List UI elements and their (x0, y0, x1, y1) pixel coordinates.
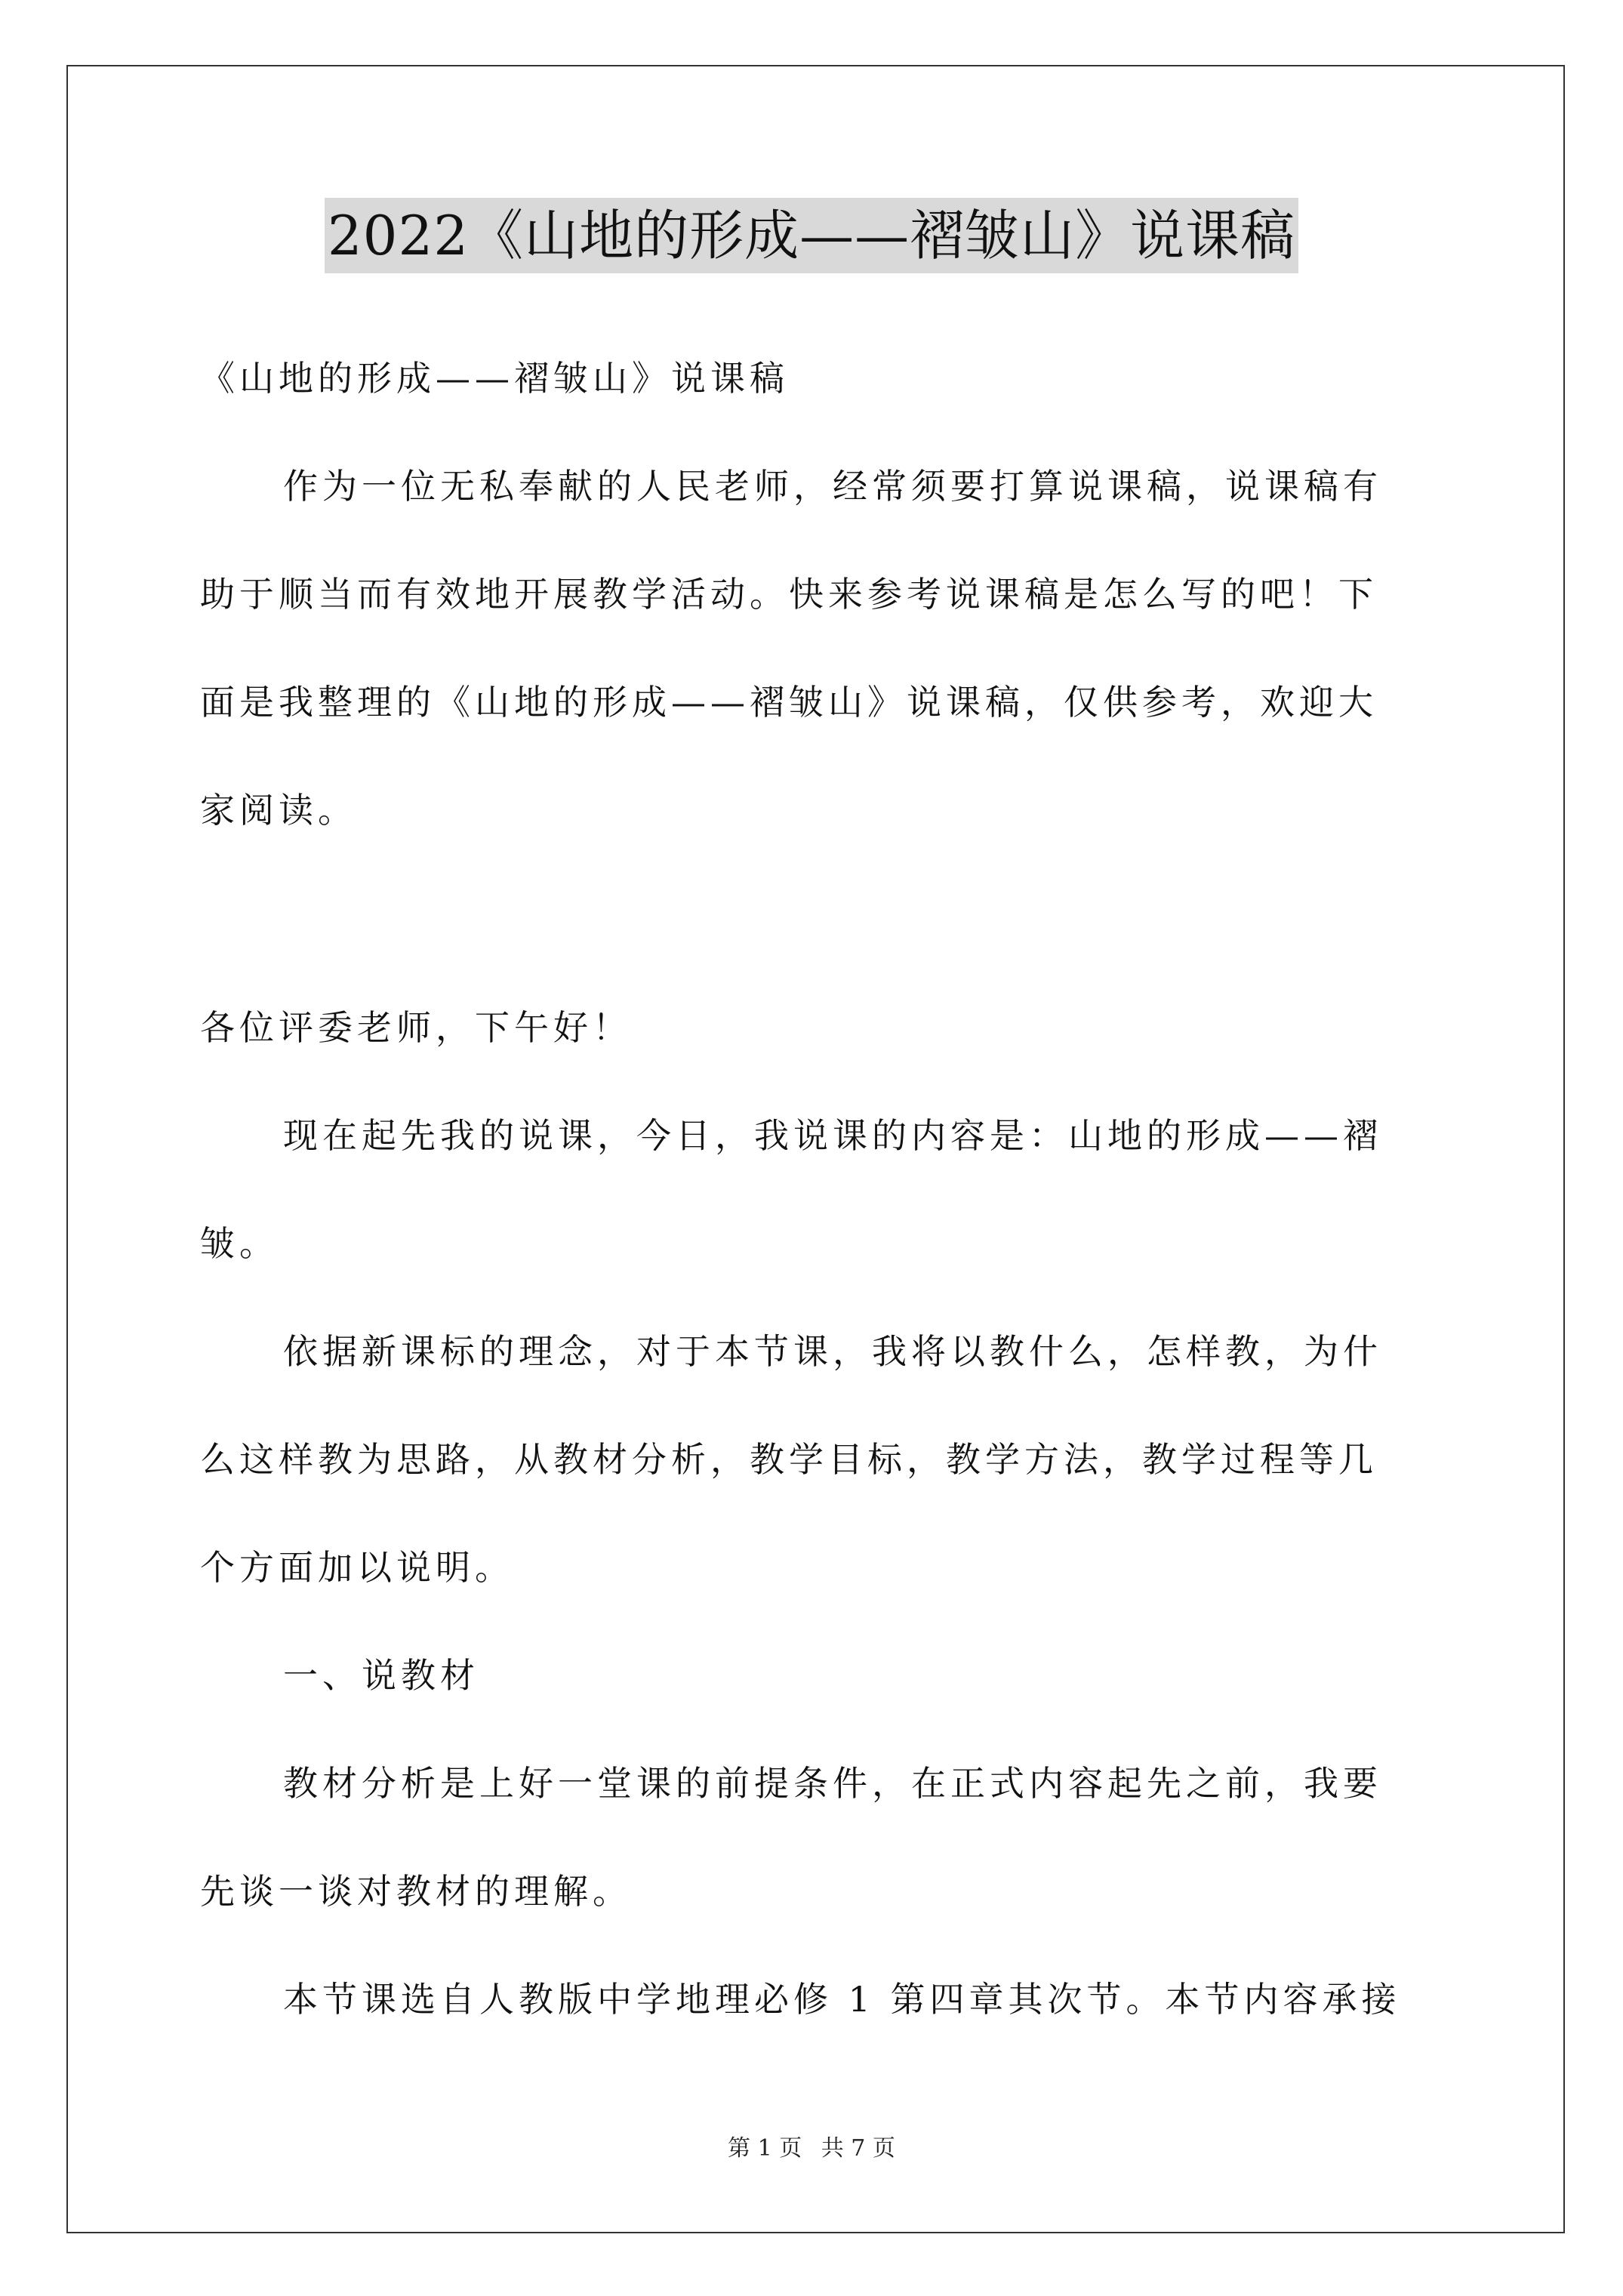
page-footer (0, 2129, 1623, 2162)
document-title: 2022《山地的形成——褶皱山》说课稿 (325, 198, 1298, 273)
subtitle-paragraph (200, 325, 1431, 433)
greeting-paragraph (200, 974, 1431, 1082)
paragraph-line: 《山地的形成——褶皱山》说课稿 (200, 358, 789, 399)
section-heading (200, 1622, 1431, 1730)
paragraph-line: 先谈一谈对教材的理解。 (200, 1871, 632, 1912)
page-total: 共 7 页 (821, 2135, 895, 2162)
topic-paragraph (200, 1082, 1431, 1298)
paragraph-line: 皱。 (200, 1223, 279, 1264)
paragraph-line: 各位评委老师，下午好！ (200, 1007, 632, 1048)
intro-paragraph (200, 433, 1431, 864)
paragraph-line: 么这样教为思路，从教材分析，教学目标，教学方法，教学过程等几 (200, 1439, 1378, 1480)
paragraph-line: 本节课选自人教版中学地理必修 1 第四章其次节。本节内容承接 (283, 1979, 1401, 2020)
paragraph-line: 面是我整理的《山地的形成——褶皱山》说课稿，仅供参考，欢迎大 (200, 682, 1378, 723)
paragraph-line: 作为一位无私奉献的人民老师，经常须要打算说课稿，说课稿有 (283, 466, 1382, 507)
approach-paragraph (200, 1298, 1431, 1622)
page-number: 第 1 页 (728, 2135, 802, 2162)
paragraph-line: 助于顺当而有效地开展教学活动。快来参考说课稿是怎么写的吧！下 (200, 574, 1378, 615)
paragraph-line: 一、说教材 (283, 1655, 479, 1696)
paragraph-line: 个方面加以说明。 (200, 1547, 514, 1588)
paragraph-line: 教材分析是上好一堂课的前提条件，在正式内容起先之前，我要 (283, 1763, 1382, 1804)
textbook-analysis-paragraph (200, 1730, 1431, 1946)
title-container (0, 198, 1623, 273)
textbook-source-paragraph (200, 1946, 1431, 2054)
paragraph-line: 家阅读。 (200, 790, 357, 831)
paragraph-line: 现在起先我的说课，今日，我说课的内容是：山地的形成——褶 (283, 1115, 1382, 1156)
paragraph-line: 依据新课标的理念，对于本节课，我将以教什么，怎样教，为什 (283, 1331, 1382, 1372)
